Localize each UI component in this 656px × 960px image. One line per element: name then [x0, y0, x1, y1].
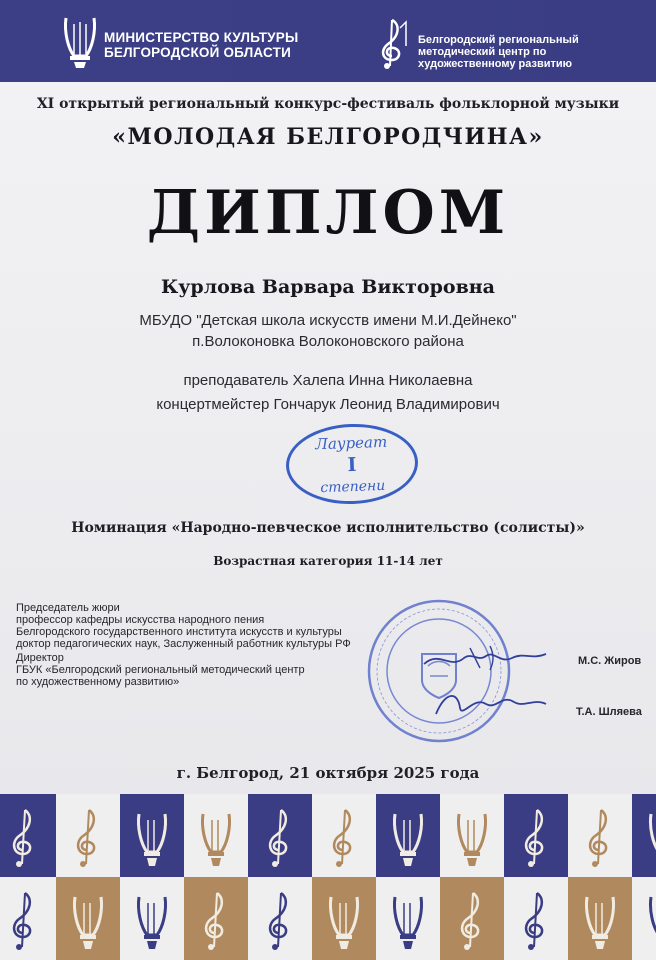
ornament-music-icon [376, 877, 440, 960]
ministry-line-1: МИНИСТЕРСТВО КУЛЬТУРЫ [104, 30, 299, 45]
ornament-music-icon [312, 794, 376, 877]
ornament-tile [632, 877, 656, 960]
ornament-tile [120, 877, 184, 960]
ornament-music-icon [632, 877, 656, 960]
ornament-music-icon [120, 877, 184, 960]
ornament-music-icon [440, 877, 504, 960]
ornament-tile [248, 794, 312, 877]
center-line-1: Белгородский региональный [418, 34, 579, 46]
ornament-tile [568, 794, 632, 877]
center-line-2: методический центр по [418, 46, 547, 58]
ornament-music-icon [440, 794, 504, 877]
director-name: Т.А. Шляева [576, 706, 642, 718]
ornament-tile [440, 794, 504, 877]
diploma-title: ДИПЛОМ [146, 178, 510, 248]
ornament-tile [504, 794, 568, 877]
director-signature-icon [430, 684, 550, 724]
ornament-tile [312, 877, 376, 960]
laureate-stamp [285, 422, 420, 507]
jury-block [16, 602, 436, 688]
lyre-logo-icon [60, 12, 100, 70]
ornament-music-icon [504, 877, 568, 960]
nomination: Номинация «Народно-певческое исполнительство (солисты)» [71, 520, 585, 536]
place-and-date: г. Белгород, 21 октября 2025 года [176, 764, 480, 782]
ornament-tile [376, 877, 440, 960]
chair-name: М.С. Жиров [578, 655, 642, 667]
chair-position-1: профессор кафедры искусства народного пения [16, 614, 265, 626]
ornament-music-icon [184, 794, 248, 877]
age-category: Возрастная категория 11-14 лет [213, 554, 443, 568]
ornament-tile [312, 794, 376, 877]
decorative-tile-border [0, 794, 656, 960]
ornament-tile [568, 877, 632, 960]
ornament-music-icon [568, 877, 632, 960]
center-line-3: художественному развитию [418, 58, 573, 70]
ornament-tile [120, 794, 184, 877]
ornament-tile [0, 794, 56, 877]
chair-signature-icon [420, 640, 550, 676]
ornament-tile [56, 794, 120, 877]
director-position-1: ГБУК «Белгородский региональный методический центр [16, 664, 305, 676]
ornament-music-icon [568, 794, 632, 877]
ornament-tile [56, 877, 120, 960]
ornament-music-icon [504, 794, 568, 877]
ornament-tile [440, 877, 504, 960]
director-title: Директор [16, 652, 64, 664]
center-name [418, 34, 579, 70]
ornament-tile [504, 877, 568, 960]
chair-position-2: Белгородского государственного института искусств и культуры [16, 626, 342, 638]
stamp-line-3: степени [320, 477, 386, 497]
festival-name: «МОЛОДАЯ БЕЛГОРОДЧИНА» [112, 124, 544, 150]
chair-title: Председатель жюри [16, 602, 120, 614]
school-line-2: п.Волоконовка Волоконовского района [192, 333, 464, 350]
ornament-tile [248, 877, 312, 960]
ornament-tile [0, 877, 56, 960]
festival-subtitle: XI открытый региональный конкурс-фестиваль фольклорной музыки [36, 96, 620, 112]
ornament-music-icon [632, 794, 656, 877]
ornament-music-icon [0, 877, 56, 960]
recipient-name: Курлова Варвара Викторовна [160, 276, 495, 298]
accompanist-line: концертмейстер Гончарук Леонид Владимирович [156, 396, 500, 413]
ornament-tile [184, 877, 248, 960]
treble-clef-logo-icon [372, 16, 410, 70]
ministry-name [104, 30, 298, 60]
ministry-line-2: БЕЛГОРОДСКОЙ ОБЛАСТИ [104, 45, 291, 60]
chair-position-3: доктор педагогических наук, Заслуженный работник культуры РФ [16, 638, 351, 650]
ornament-music-icon [56, 877, 120, 960]
ornament-music-icon [248, 794, 312, 877]
director-position-2: по художественному развитию» [16, 676, 180, 688]
header-band [0, 0, 656, 82]
ornament-music-icon [184, 877, 248, 960]
ornament-tile [376, 794, 440, 877]
ornament-music-icon [248, 877, 312, 960]
stamp-degree: I [347, 453, 357, 477]
teacher-line: преподаватель Халепа Инна Николаевна [183, 372, 473, 389]
ornament-music-icon [312, 877, 376, 960]
ornament-music-icon [120, 794, 184, 877]
ornament-tile [632, 794, 656, 877]
ornament-music-icon [56, 794, 120, 877]
school-line-1: МБУДО "Детская школа искусств имени М.И.Дейнеко" [139, 312, 517, 329]
stamp-line-1: Лауреат [315, 432, 388, 454]
ornament-tile [184, 794, 248, 877]
ornament-music-icon [0, 794, 56, 877]
ornament-music-icon [376, 794, 440, 877]
